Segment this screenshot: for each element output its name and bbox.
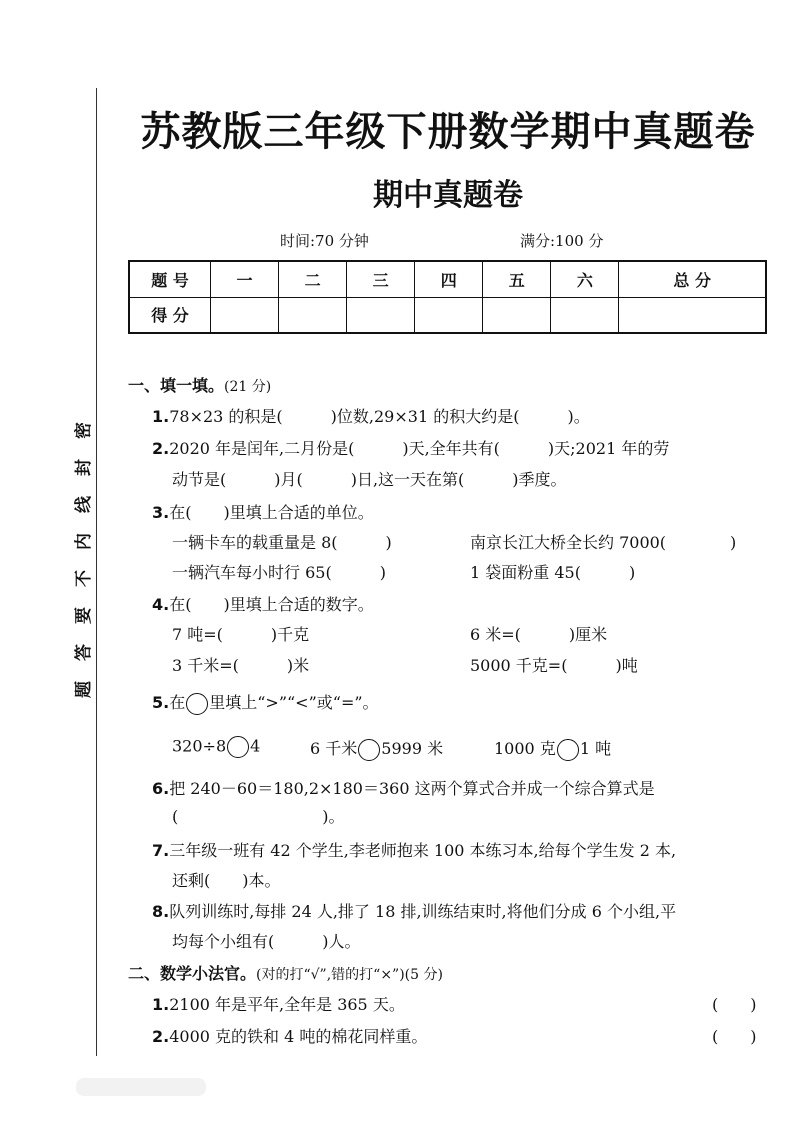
compare-left: 320÷8 (172, 736, 227, 756)
seal-char: 题 (73, 681, 94, 698)
question-4-item-a: 7 吨=( )千克 (172, 625, 310, 644)
question-text: 78×23 的积是( )位数,29×31 的积大约是( )。 (169, 407, 590, 426)
seal-char: 内 (73, 533, 94, 550)
score-table-col: 五 (483, 261, 551, 297)
question-number: 5. (152, 693, 170, 712)
question-text: 4000 克的铁和 4 吨的棉花同样重。 (169, 1027, 428, 1046)
seal-char: 要 (73, 607, 94, 624)
question-text: 2020 年是闰年,二月份是( )天,全年共有( )天;2021 年的劳 (169, 439, 670, 458)
seal-line-notice (72, 412, 96, 708)
question-3-item-c: 一辆汽车每小时行 65( ) (172, 563, 386, 582)
score-table-col: 总 分 (619, 261, 766, 297)
question-4-item-d: 5000 千克=( )吨 (470, 656, 638, 675)
scan-smudge (76, 1078, 206, 1096)
question-2-line1 (152, 436, 669, 459)
score-cell[interactable] (551, 297, 619, 333)
question-number: 7. (152, 841, 170, 860)
judge-question-1 (152, 992, 405, 1015)
question-text: 把 240－60＝180,2×180＝360 这两个算式合并成一个综合算式是 (169, 779, 655, 798)
question-3 (152, 500, 374, 523)
compare-right: 4 (250, 736, 261, 756)
question-5-item-b (310, 736, 443, 761)
compare-left: 6 千米 (310, 739, 358, 758)
question-number: 3. (152, 503, 170, 522)
score-table (128, 260, 767, 334)
section1-points: (21 分) (224, 379, 272, 395)
question-5 (152, 690, 379, 715)
question-text-before: 在 (169, 693, 186, 712)
question-8-line2: 均每个小组有( )人。 (172, 932, 361, 951)
seal-char: 密 (73, 422, 94, 439)
score-table-row-head: 题 号 (129, 261, 211, 297)
question-6-line1 (152, 776, 655, 799)
question-text: 三年级一班有 42 个学生,李老师抱来 100 本练习本,给每个学生发 2 本, (169, 841, 677, 860)
score-table-col: 三 (347, 261, 415, 297)
question-2-line2: 动节是( )月( )日,这一天在第( )季度。 (172, 470, 567, 489)
score-table-col: 一 (211, 261, 279, 297)
question-number: 1. (152, 407, 170, 426)
page-subtitle: 期中真题卷 (373, 178, 523, 213)
score-cell[interactable] (619, 297, 766, 333)
score-table-header-row (129, 261, 766, 297)
score-cell[interactable] (483, 297, 551, 333)
score-table-col: 二 (279, 261, 347, 297)
score-table-col: 四 (415, 261, 483, 297)
question-5-item-a (172, 736, 260, 758)
seal-char: 不 (73, 570, 94, 587)
question-number: 2. (152, 1027, 170, 1046)
judge-question-2 (152, 1024, 427, 1047)
question-text-after: 里填上“>”“<”或“=”。 (209, 693, 379, 712)
score-table-col: 六 (551, 261, 619, 297)
question-number: 6. (152, 779, 170, 798)
compare-right: 1 吨 (579, 739, 612, 758)
full-score: 满分:100 分 (520, 232, 604, 250)
question-4 (152, 592, 374, 615)
question-5-item-c (494, 736, 611, 761)
question-number: 1. (152, 995, 170, 1014)
question-8-line1 (152, 899, 676, 922)
question-number: 4. (152, 595, 170, 614)
section1-title: 一、填一填。 (128, 376, 225, 395)
compare-circle[interactable] (227, 736, 249, 758)
page-title: 苏教版三年级下册数学期中真题卷 (140, 109, 756, 155)
score-cell[interactable] (415, 297, 483, 333)
compare-circle[interactable] (358, 739, 380, 761)
judge-answer-paren[interactable]: ( ) (712, 1027, 757, 1046)
score-cell[interactable] (347, 297, 415, 333)
seal-char: 答 (73, 644, 94, 661)
compare-right: 5999 米 (381, 739, 444, 758)
question-number: 8. (152, 902, 170, 921)
judge-answer-paren[interactable]: ( ) (712, 995, 757, 1014)
question-7-line2: 还剩( )本。 (172, 871, 281, 890)
question-text: 在( )里填上合适的单位。 (169, 503, 374, 522)
question-4-item-b: 6 米=( )厘米 (470, 625, 608, 644)
question-text: 2100 年是平年,全年是 365 天。 (169, 995, 405, 1014)
score-cell[interactable] (211, 297, 279, 333)
section2-note: (对的打“√”,错的打“×”)(5 分) (256, 967, 443, 983)
question-text: 队列训练时,每排 24 人,排了 18 排,训练结束时,将他们分成 6 个小组,平 (169, 902, 677, 921)
question-3-item-b: 南京长江大桥全长约 7000( ) (470, 533, 737, 552)
score-table-score-label: 得 分 (129, 297, 211, 333)
compare-left: 1000 克 (494, 739, 556, 758)
section2-title: 二、数学小法官。 (128, 964, 257, 983)
question-1 (152, 404, 590, 427)
question-4-item-c: 3 千米=( )米 (172, 656, 310, 675)
section1-heading (128, 373, 271, 396)
question-6-line2: ( )。 (172, 807, 345, 826)
question-3-item-d: 1 袋面粉重 45( ) (470, 563, 636, 582)
section2-heading (128, 961, 443, 984)
score-cell[interactable] (279, 297, 347, 333)
question-text: 在( )里填上合适的数字。 (169, 595, 374, 614)
exam-time: 时间:70 分钟 (280, 232, 369, 250)
question-3-item-a: 一辆卡车的载重量是 8( ) (172, 533, 392, 552)
question-number: 2. (152, 439, 170, 458)
question-7-line1 (152, 838, 676, 861)
circle-icon (186, 693, 208, 715)
seal-char: 封 (73, 459, 94, 476)
compare-circle[interactable] (557, 739, 579, 761)
seal-char: 线 (73, 496, 94, 513)
score-table-score-row (129, 297, 766, 333)
